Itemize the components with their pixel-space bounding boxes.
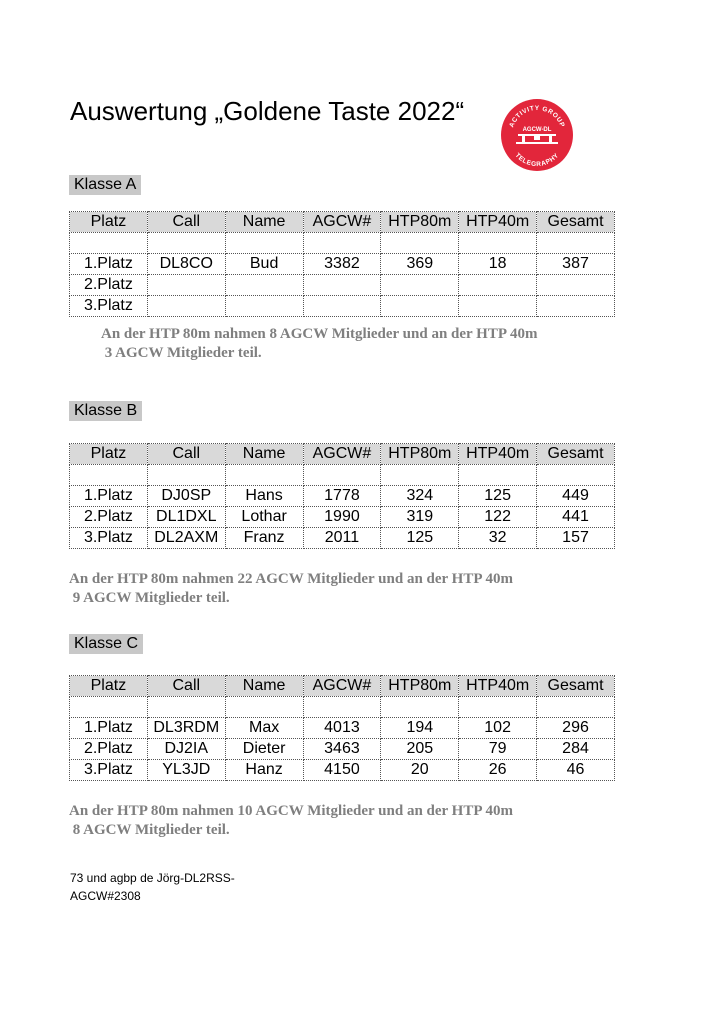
cell: Bud [225, 254, 303, 275]
note-line: 8 AGCW Mitglieder teil. [69, 822, 230, 838]
cell [459, 233, 537, 254]
cell [225, 275, 303, 296]
cell: 319 [381, 507, 459, 528]
cell [70, 697, 148, 718]
header-call: Call [147, 444, 225, 465]
cell [225, 233, 303, 254]
cell [459, 465, 537, 486]
cell [381, 296, 459, 317]
cell: DL8CO [147, 254, 225, 275]
table-row [70, 233, 615, 254]
cell [70, 465, 148, 486]
cell: 296 [537, 718, 615, 739]
cell [381, 697, 459, 718]
cell [459, 296, 537, 317]
table-row [70, 718, 615, 739]
cell: 3.Platz [70, 528, 148, 549]
cell: DL1DXL [147, 507, 225, 528]
cell: 32 [459, 528, 537, 549]
cell: 20 [381, 760, 459, 781]
cell [537, 465, 615, 486]
cell: Lothar [225, 507, 303, 528]
footer-line: 73 und agbp de Jörg-DL2RSS- [70, 871, 235, 885]
header-platz: Platz [70, 676, 148, 697]
table-row [70, 465, 615, 486]
cell: 2.Platz [70, 739, 148, 760]
cell: 1778 [303, 486, 381, 507]
cell [303, 296, 381, 317]
cell: YL3JD [147, 760, 225, 781]
cell: 1.Platz [70, 486, 148, 507]
note-line: An der HTP 80m nahmen 8 AGCW Mitglieder und an der HTP 40m [101, 326, 538, 342]
header-htp40m: HTP40m [459, 212, 537, 233]
cell: 4150 [303, 760, 381, 781]
cell: 46 [537, 760, 615, 781]
header-name: Name [225, 676, 303, 697]
cell [147, 233, 225, 254]
footer-line: AGCW#2308 [70, 889, 141, 903]
header-agcw: AGCW# [303, 676, 381, 697]
class-b-label: Klasse B [69, 401, 142, 421]
header-call: Call [147, 676, 225, 697]
cell: 122 [459, 507, 537, 528]
cell: 4013 [303, 718, 381, 739]
cell [303, 275, 381, 296]
header-agcw: AGCW# [303, 444, 381, 465]
table-row [70, 697, 615, 718]
cell [537, 233, 615, 254]
cell [303, 465, 381, 486]
cell [537, 275, 615, 296]
note-line: An der HTP 80m nahmen 22 AGCW Mitglieder und an der HTP 40m [69, 571, 513, 587]
table-header-row [70, 444, 615, 465]
cell: DJ2IA [147, 739, 225, 760]
cell [459, 275, 537, 296]
cell: 2.Platz [70, 275, 148, 296]
header-platz: Platz [70, 212, 148, 233]
cell: 18 [459, 254, 537, 275]
header-gesamt: Gesamt [537, 676, 615, 697]
table-row [70, 528, 615, 549]
cell [303, 233, 381, 254]
class-c-table [69, 675, 615, 781]
table-row [70, 739, 615, 760]
table-row [70, 254, 615, 275]
cell: 1990 [303, 507, 381, 528]
cell: 3.Platz [70, 296, 148, 317]
agcw-logo-icon [500, 98, 574, 172]
cell: DL3RDM [147, 718, 225, 739]
cell: 157 [537, 528, 615, 549]
cell: 324 [381, 486, 459, 507]
cell: Hanz [225, 760, 303, 781]
footer-signature [70, 869, 235, 905]
header-gesamt: Gesamt [537, 444, 615, 465]
cell: 102 [459, 718, 537, 739]
cell: 441 [537, 507, 615, 528]
class-a-label: Klasse A [69, 175, 141, 195]
header-call: Call [147, 212, 225, 233]
note-line: An der HTP 80m nahmen 10 AGCW Mitglieder und an der HTP 40m [69, 803, 513, 819]
cell [147, 296, 225, 317]
cell [381, 233, 459, 254]
class-b-note [69, 570, 513, 608]
logo-middle-text: AGCW-DL [522, 127, 552, 133]
cell: 2.Platz [70, 507, 148, 528]
cell: Franz [225, 528, 303, 549]
cell: 3.Platz [70, 760, 148, 781]
header-gesamt: Gesamt [537, 212, 615, 233]
cell [459, 697, 537, 718]
cell [147, 465, 225, 486]
header-name: Name [225, 212, 303, 233]
cell: 125 [459, 486, 537, 507]
cell [537, 697, 615, 718]
cell [147, 275, 225, 296]
table-row [70, 296, 615, 317]
cell: Hans [225, 486, 303, 507]
cell: 1.Platz [70, 254, 148, 275]
note-line: 3 AGCW Mitglieder teil. [101, 345, 262, 361]
note-line: 9 AGCW Mitglieder teil. [69, 590, 230, 606]
table-header-row [70, 676, 615, 697]
cell [381, 275, 459, 296]
cell: 369 [381, 254, 459, 275]
header-platz: Platz [70, 444, 148, 465]
class-b-table [69, 443, 615, 549]
cell: Dieter [225, 739, 303, 760]
cell: 125 [381, 528, 459, 549]
cell: DJ0SP [147, 486, 225, 507]
cell: 449 [537, 486, 615, 507]
header-agcw: AGCW# [303, 212, 381, 233]
table-row [70, 275, 615, 296]
cell: Max [225, 718, 303, 739]
header-htp80m: HTP80m [381, 444, 459, 465]
cell [381, 465, 459, 486]
cell [225, 465, 303, 486]
cell: 194 [381, 718, 459, 739]
cell [225, 697, 303, 718]
header-name: Name [225, 444, 303, 465]
cell: 2011 [303, 528, 381, 549]
class-a-note [101, 325, 537, 363]
cell [537, 296, 615, 317]
cell [225, 296, 303, 317]
cell: 284 [537, 739, 615, 760]
page-title: Auswertung „Goldene Taste 2022“ [70, 96, 465, 126]
cell: 3463 [303, 739, 381, 760]
cell: 205 [381, 739, 459, 760]
logo-top-text: ACTIVITY GROUP [508, 104, 566, 129]
cell [70, 233, 148, 254]
table-row [70, 507, 615, 528]
header-htp40m: HTP40m [459, 676, 537, 697]
logo-bottom-text: TELEGRAPHY [513, 151, 561, 169]
cell [303, 697, 381, 718]
cell: 3382 [303, 254, 381, 275]
header-htp80m: HTP80m [381, 212, 459, 233]
class-c-label: Klasse C [69, 634, 143, 654]
class-c-note [69, 802, 513, 840]
cell: 26 [459, 760, 537, 781]
table-row [70, 760, 615, 781]
table-row [70, 486, 615, 507]
header-htp80m: HTP80m [381, 676, 459, 697]
cell: 1.Platz [70, 718, 148, 739]
cell: 79 [459, 739, 537, 760]
cell: 387 [537, 254, 615, 275]
header-htp40m: HTP40m [459, 444, 537, 465]
cell: DL2AXM [147, 528, 225, 549]
class-a-table [69, 211, 615, 317]
table-header-row [70, 212, 615, 233]
cell [147, 697, 225, 718]
